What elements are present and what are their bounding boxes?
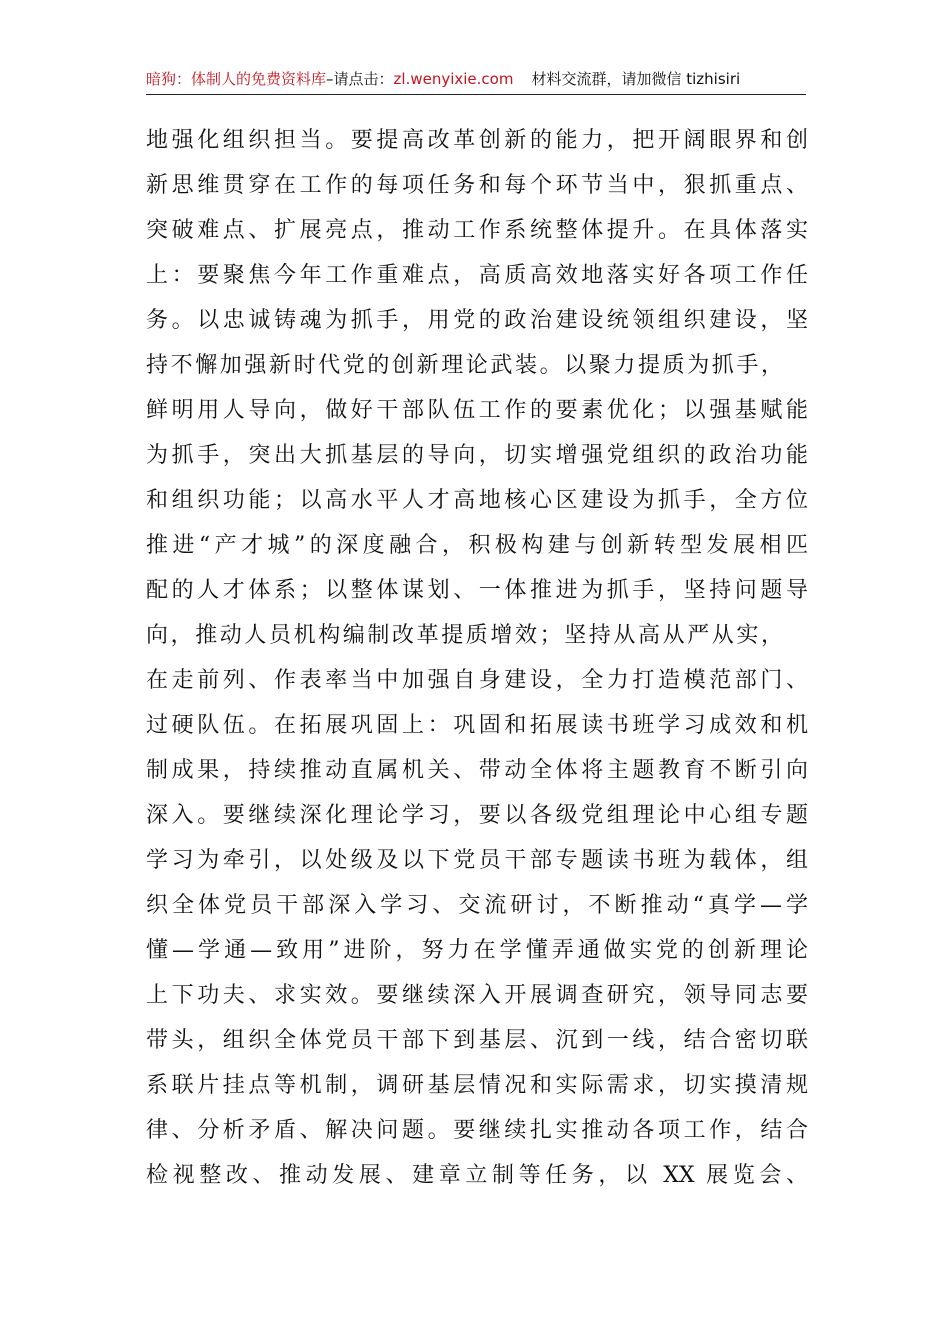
body-line: 在走前列、作表率当中加强自身建设，全力打造模范部门、 — [146, 668, 808, 693]
body-line: 学习为牵引，以处级及以下党员干部专题读书班为载体，组 — [146, 848, 808, 873]
body-line: 检视整改、推动发展、建章立制等任务，以 XX 展览会、 — [146, 1163, 808, 1188]
body-line: 律、分析矛盾、解决问题。要继续扎实推动各项工作，结合 — [146, 1118, 808, 1143]
body-line: 和组织功能；以高水平人才高地核心区建设为抓手，全方位 — [146, 488, 808, 513]
body-line: 新思维贯穿在工作的每项任务和每个环节当中，狠抓重点、 — [146, 173, 808, 198]
header-link-prefix: –请点击： — [326, 70, 394, 88]
body-line: 上下功夫、求实效。要继续深入开展调查研究，领导同志要 — [146, 983, 808, 1008]
body-line: 务。以忠诚铸魂为抓手，用党的政治建设统领组织建设，坚 — [146, 308, 808, 333]
header-link-url[interactable]: zl.wenyixie.com — [393, 70, 514, 88]
page-header — [146, 68, 806, 95]
body-line: 系联片挂点等机制，调研基层情况和实际需求，切实摸清规 — [146, 1073, 808, 1098]
body-line: 带头，组织全体党员干部下到基层、沉到一线，结合密切联 — [146, 1028, 808, 1053]
header-wechat-note: 材料交流群，请加微信 tizhisiri — [531, 70, 741, 88]
body-line: 向，推动人员机构编制改革提质增效；坚持从高从严从实， — [146, 623, 786, 648]
body-line: 深入。要继续深化理论学习，要以各级党组理论中心组专题 — [146, 803, 808, 828]
body-line: 鲜明用人导向，做好干部队伍工作的要素优化；以强基赋能 — [146, 398, 808, 423]
body-line: 推进“产才城”的深度融合，积极构建与创新转型发展相匹 — [146, 533, 808, 558]
body-line: 配的人才体系；以整体谋划、一体推进为抓手，坚持问题导 — [146, 578, 808, 603]
body-line: 持不懈加强新时代党的创新理论武装。以聚力提质为抓手， — [146, 353, 786, 378]
body-line: 突破难点、扩展亮点，推动工作系统整体提升。在具体落实 — [146, 218, 808, 243]
body-line: 过硬队伍。在拓展巩固上：巩固和拓展读书班学习成效和机 — [146, 713, 808, 738]
header-site-name: 暗狗：体制人的免费资料库 — [146, 70, 327, 88]
body-line: 懂—学通—致用”进阶，努力在学懂弄通做实党的创新理论 — [146, 938, 808, 963]
body-line: 织全体党员干部深入学习、交流研讨，不断推动“真学—学 — [146, 893, 808, 918]
body-line: 制成果，持续推动直属机关、带动全体将主题教育不断引向 — [146, 758, 808, 783]
body-line: 上：要聚焦今年工作重难点，高质高效地落实好各项工作任 — [146, 263, 808, 288]
body-line: 为抓手，突出大抓基层的导向，切实增强党组织的政治功能 — [146, 443, 808, 468]
body-line: 地强化组织担当。要提高改革创新的能力，把开阔眼界和创 — [146, 128, 808, 153]
document-body — [146, 118, 808, 1198]
